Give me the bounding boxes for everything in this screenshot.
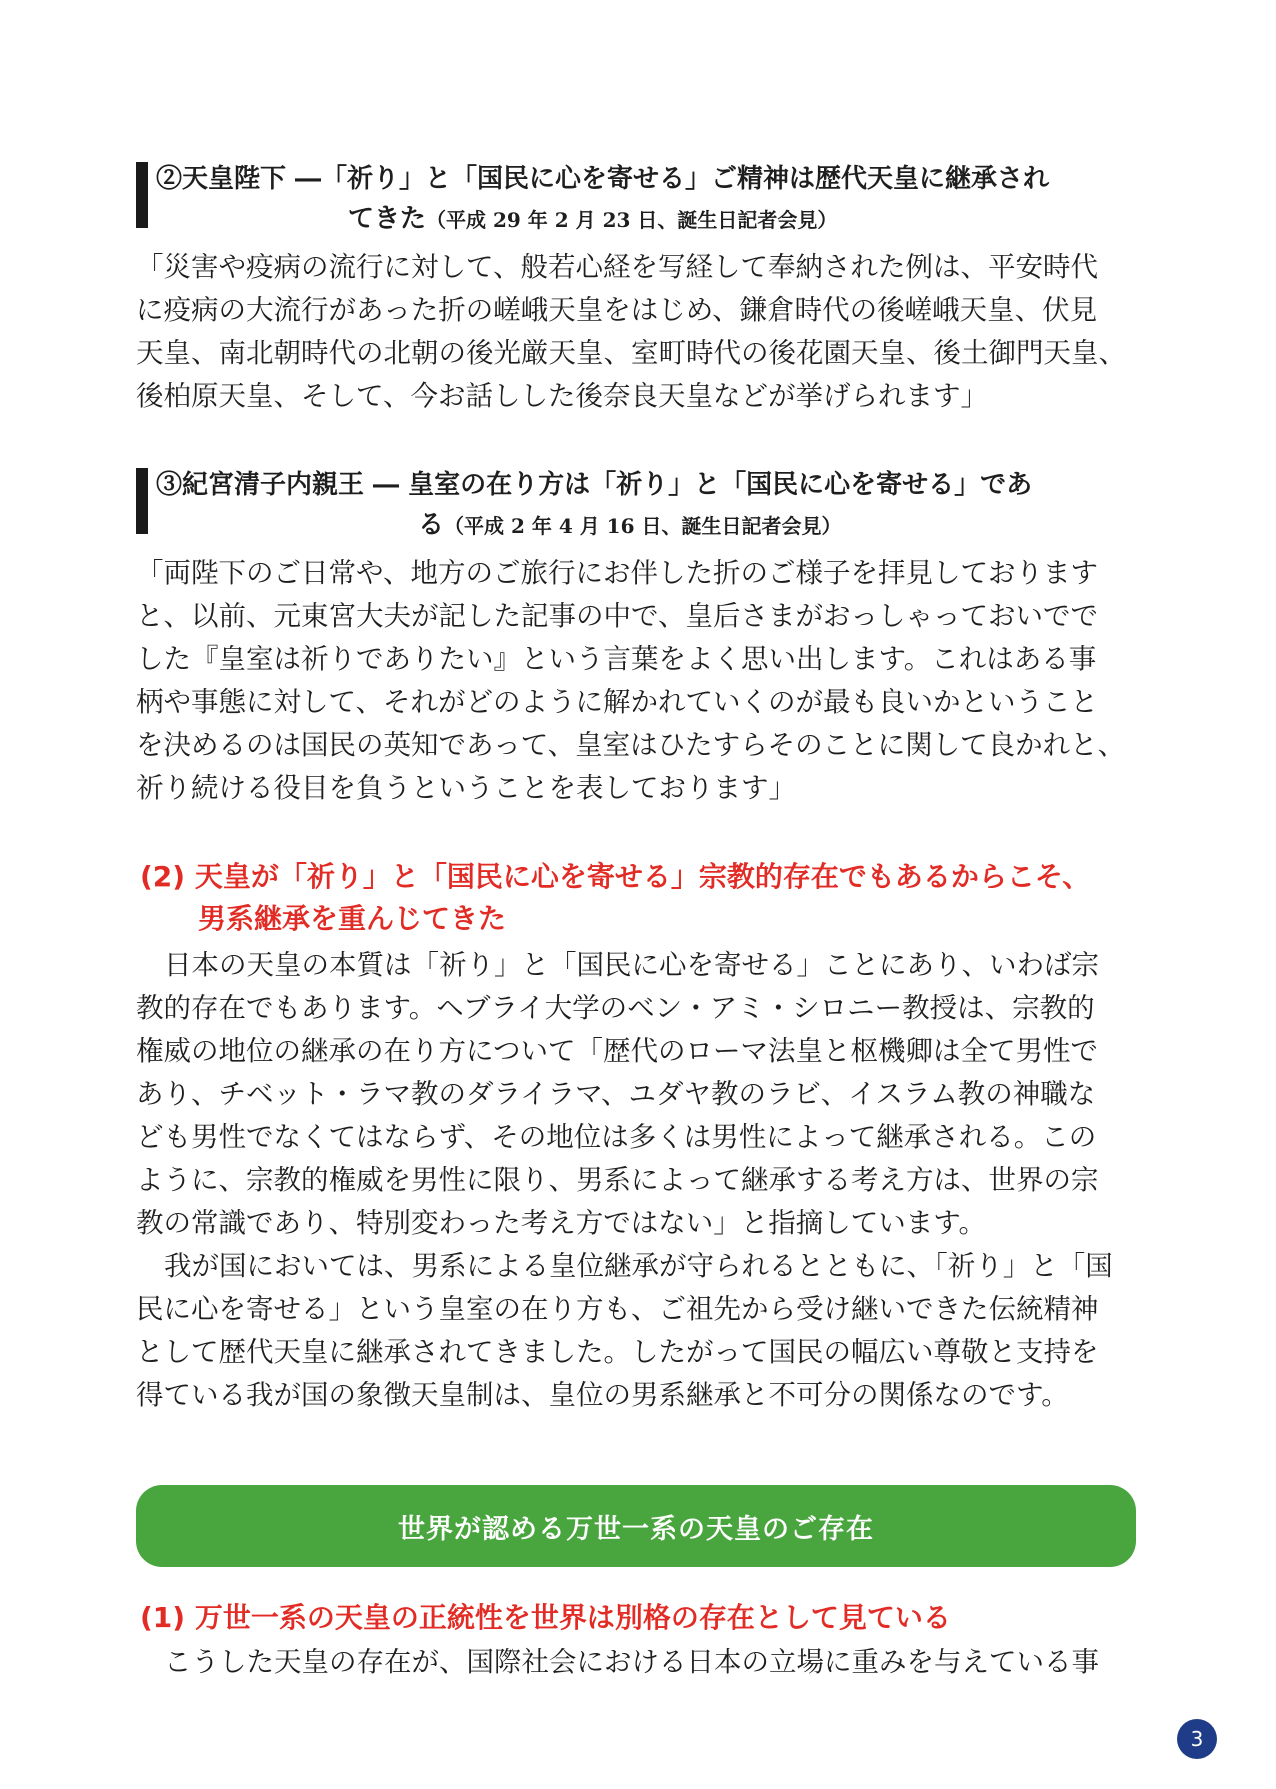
paragraph-line: 権威の地位の継承の在り方について「歴代のローマ法皇と枢機卿は全て男性で (136, 1035, 1098, 1067)
quote-marker-bar (136, 162, 148, 228)
quote-line: を決めるのは国民の英知であって、皇室はひたすらそのことに関して良かれと、 (136, 729, 1126, 761)
quote-heading-line1: ③紀宮清子内親王 ― 皇室の在り方は「祈り」と「国民に心を寄せる」であ (156, 470, 1033, 500)
quote-line: に疫病の大流行があった折の嵯峨天皇をはじめ、鎌倉時代の後嵯峨天皇、伏見 (136, 294, 1098, 326)
paragraph-line (136, 1245, 1136, 1288)
quote-line: 後柏原天皇、そして、今お話しした後奈良天皇などが挙げられます」 (136, 380, 988, 412)
quote-marker-bar (136, 468, 148, 534)
section-banner (136, 1485, 1136, 1567)
section-heading (140, 856, 1090, 940)
paragraph-text: 我が国においては、男系による皇位継承が守られるとともに、「祈り」と「国 (164, 1250, 1113, 1282)
section-heading-line2: 男系継承を重んじてきた (198, 902, 507, 935)
quote-line: 「災害や疫病の流行に対して、般若心経を写経して奉納された例は、平安時代 (136, 251, 1098, 283)
quote-line: と、以前、元東宮大夫が記した記事の中で、皇后さまがおっしゃっておいでで (136, 600, 1098, 632)
paragraph-line (136, 1641, 1136, 1684)
quote-heading-line2 (418, 508, 841, 543)
quote-line: した『皇室は祈りでありたい』という言葉をよく思い出します。これはある事 (136, 643, 1097, 675)
paragraph-line: あり、チベット・ラマ教のダライラマ、ユダヤ教のラビ、イスラム教の神職な (136, 1078, 1096, 1110)
paragraph-line: 民に心を寄せる」という皇室の在り方も、ご祖先から受け継いできた伝統精神 (136, 1293, 1099, 1325)
quote-source: （平成 29 年 2 月 23 日、誕生日記者会見） (426, 208, 838, 232)
quote-heading-tail: る (418, 510, 445, 540)
paragraph-line: として歴代天皇に継承されてきました。したがって国民の幅広い尊敬と支持を (136, 1336, 1099, 1368)
paragraph-line: 教の常識であり、特別変わった考え方ではない」と指摘しています。 (136, 1207, 987, 1239)
quote-heading-line1: ②天皇陛下 ―「祈り」と「国民に心を寄せる」ご精神は歴代天皇に継承され (156, 164, 1050, 194)
quote-line: 祈り続ける役目を負うということを表しております」 (136, 772, 796, 804)
section-heading-line1: (1) 万世一系の天皇の正統性を世界は別格の存在として見ている (140, 1601, 951, 1634)
quote-line: 天皇、南北朝時代の北朝の後光厳天皇、室町時代の後花園天皇、後土御門天皇、 (136, 337, 1126, 369)
paragraph-line: 得ている我が国の象徴天皇制は、皇位の男系継承と不可分の関係なのです。 (136, 1379, 1069, 1411)
body-paragraph (136, 1641, 1136, 1684)
section-heading-line1: (2) 天皇が「祈り」と「国民に心を寄せる」宗教的存在でもあるからこそ、 (140, 860, 1091, 893)
paragraph-text: 日本の天皇の本質は「祈り」と「国民に心を寄せる」ことにあり、いわば宗 (164, 949, 1099, 981)
section-banner-title: 世界が認める万世一系の天皇のご存在 (398, 1513, 874, 1545)
page-number: 3 (1190, 1727, 1204, 1751)
quote-source: （平成 2 年 4 月 16 日、誕生日記者会見） (444, 514, 842, 538)
quote-line: 「両陛下のご日常や、地方のご旅行にお伴した折のご様子を拝見しております (136, 557, 1098, 589)
quote-body (136, 246, 1136, 418)
page-number-badge (1177, 1719, 1217, 1759)
paragraph-line: 教的存在でもあります。ヘブライ大学のベン・アミ・シロニー教授は、宗教的 (136, 992, 1095, 1024)
quote-heading-tail: てきた (348, 204, 427, 234)
body-paragraph (136, 944, 1136, 1245)
quote-line: 柄や事態に対して、それがどのように解かれていくのが最も良いかということ (136, 686, 1098, 718)
paragraph-text: こうした天皇の存在が、国際社会における日本の立場に重みを与えている事 (164, 1646, 1099, 1678)
paragraph-line: ように、宗教的権威を男性に限り、男系によって継承する考え方は、世界の宗 (136, 1164, 1099, 1196)
quote-body (136, 552, 1136, 810)
paragraph-line: ども男性でなくてはならず、その地位は多くは男性によって継承される。この (136, 1121, 1097, 1153)
paragraph-line (136, 944, 1136, 987)
section-heading (140, 1597, 951, 1639)
quote-heading-line2 (348, 202, 837, 237)
body-paragraph (136, 1245, 1136, 1417)
